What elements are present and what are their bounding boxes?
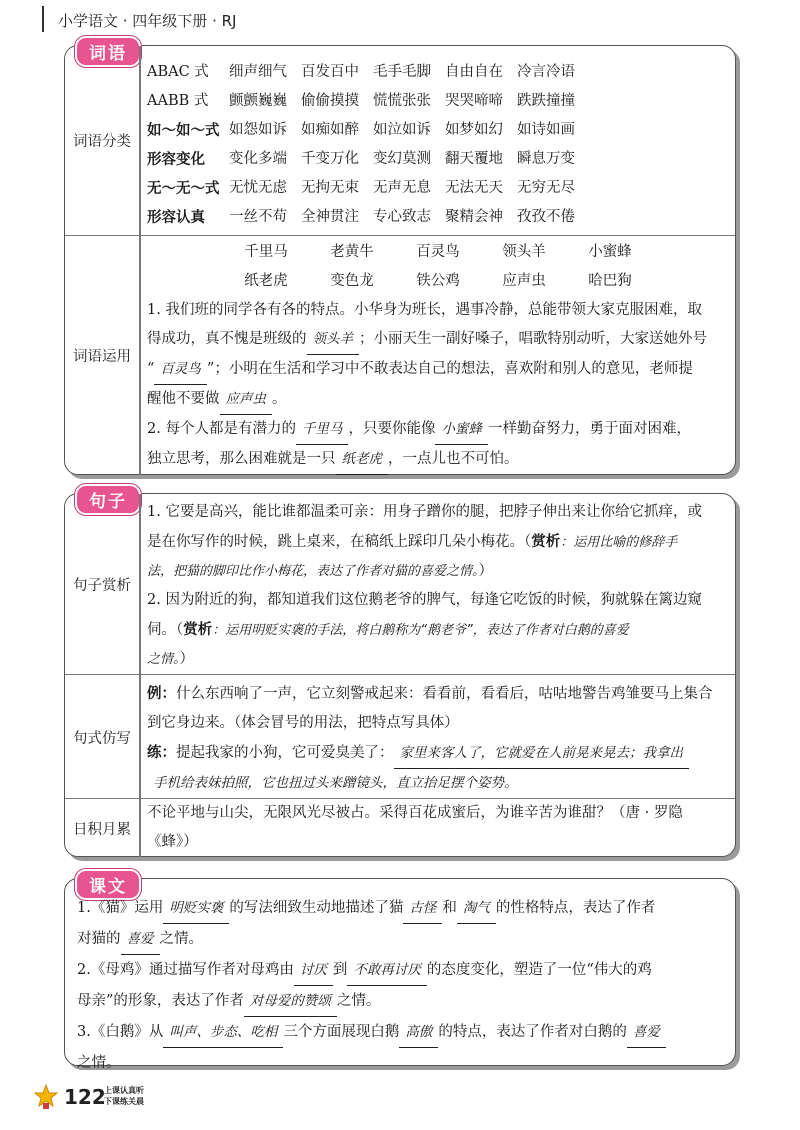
- word-usage-content: [147, 238, 729, 475]
- word-row: 形容变化 变化多端 千变万化 变幻莫测 翻天覆地 瞬息万变: [147, 151, 575, 168]
- answer-blank: 不敢再讨厌: [347, 955, 427, 986]
- row-juzi-fangxie: [65, 674, 735, 799]
- answer-blank: 千里马: [296, 415, 349, 445]
- answer-blank: 喜爱: [627, 1017, 666, 1048]
- section-ciyu: [64, 45, 736, 475]
- divider: [139, 675, 141, 799]
- divider: [139, 494, 141, 674]
- answer-blank: 古怪: [403, 893, 442, 924]
- row-label: 日积月累: [73, 821, 131, 838]
- row-label: 词语分类: [73, 134, 131, 150]
- word-row: ABAC 式 细声细气 百发百中 毛手毛脚 自由自在 冷言冷语: [147, 64, 575, 80]
- answer-blank: 领头羊: [307, 325, 360, 355]
- page-header: [0, 0, 800, 38]
- answer-blank: 明贬实褒: [163, 893, 229, 924]
- section-tag-kewen: 课文: [75, 869, 141, 900]
- section-tag-ciyu: 词语: [75, 36, 141, 67]
- section-juzi: [64, 493, 736, 857]
- sentence-imitation: 例：什么东西响了一声，它立刻警戒起来：看看前，看看后，咕咕地警告鸡雏要马上集合 到它身边来。（体会冒号的用法，把特点写具体） 练：提起我家的小狗，它可爱臭美了： 家里来客人了，它就爱在人前晃来晃去；我拿出 手机给表妹拍照，它也扭过头来蹭镜头，直立抬足摆个姿势。: [147, 679, 729, 799]
- word-bank-row: 千里马 老黄牛 百灵鸟 领头羊 小蜜蜂: [244, 244, 632, 260]
- row-juzi-jilei: [65, 798, 735, 857]
- row-juzi-shangxi: [65, 494, 735, 674]
- star-mascot-icon: [34, 1084, 58, 1110]
- row-ciyu-fenlei: [65, 46, 735, 235]
- question-2: 2. 每个人都是有潜力的 千里马 ，只要你能像 小蜜蜂 一样勤奋努力，勇于面对困难， 独立思考，那么困难就是一只 纸老虎 ，一点儿也不可怕。: [147, 415, 729, 475]
- row-label: 句式仿写: [73, 730, 131, 747]
- text-summary: 1.《猫》运用 明贬实褒 的写法细致生动地描述了猫 古怪 和 淘气 的性格特点，表达了作者 对猫的 喜爱 之情。 2.《母鸡》通过描写作者对母鸡由 讨厌 到 不敢再讨厌 的态度变化，塑造了一位“伟大的鸡 母亲”的形象，表达了作者 对母爱的赞颂 之情。 3.《白鹅》从 叫声、步态、吃相 三个方面展现白鹅 高傲 的特点，表达了作者对白鹅的 喜爱 之情。: [77, 893, 729, 1078]
- section-kewen: [64, 877, 736, 1071]
- section-tag-juzi: 句子: [75, 484, 141, 515]
- word-category-list: [147, 58, 729, 232]
- answer-blank: 喜爱: [121, 924, 160, 955]
- word-row: AABB 式 颤颤巍巍 偷偷摸摸 慌慌张张 哭哭啼啼 跌跌撞撞: [147, 93, 575, 109]
- answer-blank: 百灵鸟: [154, 355, 207, 385]
- answer-blank: 讨厌: [294, 955, 333, 986]
- header-title: 小学语文 · 四年级下册 · RJ: [58, 12, 237, 30]
- word-row: 如～如～式 如怨如诉 如痴如醉 如泣如诉 如梦如幻 如诗如画: [147, 122, 575, 139]
- word-bank-row: 纸老虎 变色龙 铁公鸡 应声虫 哈巴狗: [244, 273, 632, 289]
- divider: [139, 46, 141, 235]
- answer-blank: 家里来客人了，它就爱在人前晃来晃去；我拿出: [394, 739, 690, 769]
- answer-blank: 高傲: [399, 1017, 438, 1048]
- page-footer: [34, 1082, 234, 1112]
- sentence-appreciation: 1. 它要是高兴，能比谁都温柔可亲：用身子蹭你的腿，把脖子伸出来让你给它抓痒，或 是在你写作的时候，跳上桌来，在稿纸上踩印几朵小梅花。（赏析：运用比喻的修辞手 法，把猫的脚印比作小梅花，表达了作者对猫的喜爱之情。） 2. 因为附近的狗，都知道我们这位鹅老爷的脾气，每逢它吃饭的时候，狗就躲在篱边窥 伺。（赏析：运用明贬实褒的手法，将白鹅称为“鹅老爷”，表达了作者对白鹅的喜爱 之情。）: [147, 504, 702, 667]
- row-ciyu-yunyong: [65, 235, 735, 475]
- answer-blank: 小蜜蜂: [435, 415, 488, 445]
- word-row: 无～无～式 无忧无虑 无拘无束 无声无息 无法无天 无穷无尽: [147, 180, 575, 197]
- answer-blank: 纸老虎: [336, 445, 389, 475]
- question-1: 1. 我们班的同学各有各的特点。小华身为班长，遇事冷静，总能带领大家克服困难，取 得成功，真不愧是班级的 领头羊 ；小丽天生一副好嗓子，唱歌特别动听，大家送她外号 “ 百灵鸟 ”；小明在生活和学习中不敢表达自己的想法，喜欢附和别人的意见，老师提 醒他不要做 应声虫 。: [147, 296, 729, 415]
- divider: [139, 799, 141, 857]
- row-label: 句子赏析: [73, 577, 131, 594]
- page-number: 122: [64, 1085, 106, 1109]
- answer-blank: 叫声、步态、吃相: [163, 1017, 283, 1048]
- divider: [139, 236, 141, 475]
- answer-blank: 淘气: [457, 893, 496, 924]
- row-label: 词语运用: [73, 349, 131, 365]
- word-row: 形容认真 一丝不苟 全神贯注 专心致志 聚精会神 孜孜不倦: [147, 209, 575, 226]
- answer-blank: 手机给表妹拍照，它也扭过头来蹭镜头，直立抬足摆个姿势。: [147, 769, 524, 799]
- footer-slogan: 上课认真听 下课练关晨: [104, 1086, 144, 1106]
- answer-blank: 应声虫: [220, 385, 273, 415]
- header-divider: [42, 6, 44, 32]
- daily-accumulation: 不论平地与山尖，无限风光尽被占。采得百花成蜜后，为谁辛苦为谁甜？（唐 · 罗隐 《蜂》）: [147, 805, 683, 850]
- answer-blank: 对母爱的赞颂: [244, 986, 337, 1017]
